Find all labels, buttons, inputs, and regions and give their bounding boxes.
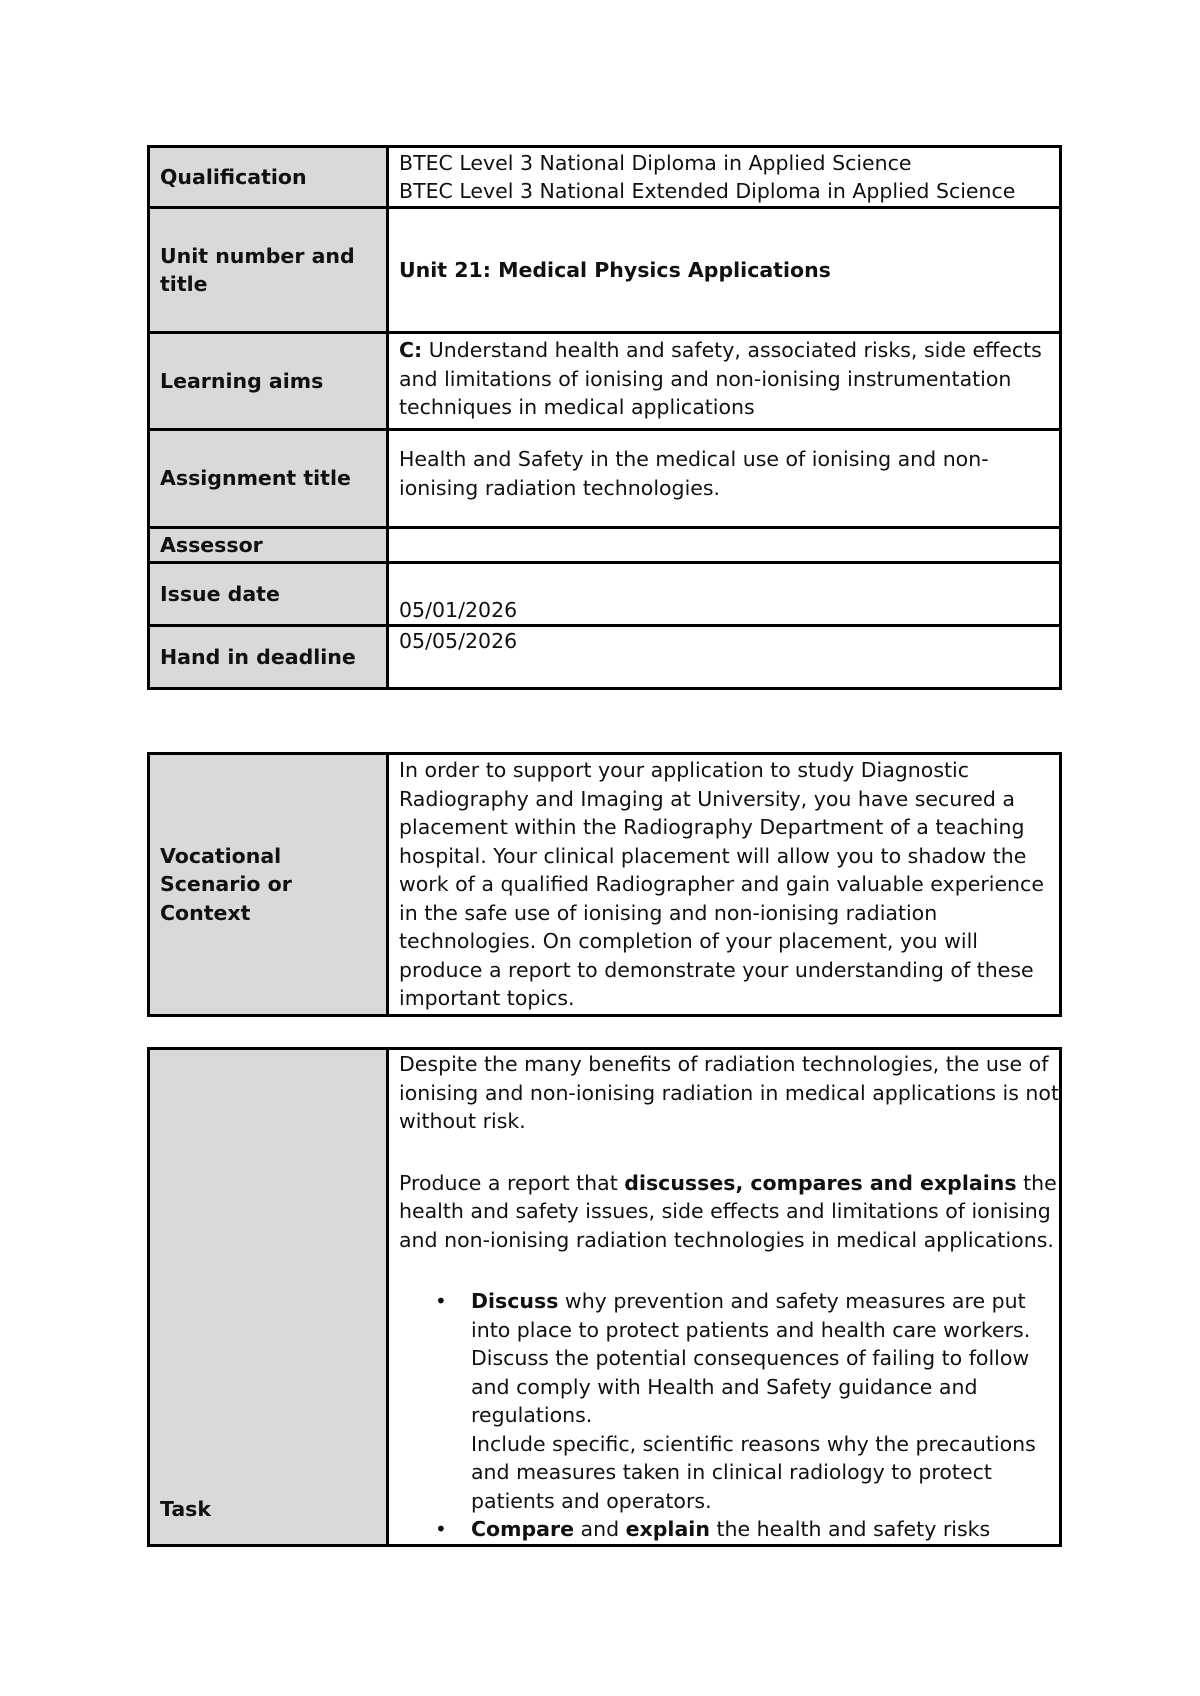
scenario-line: in the safe use of ionising and non-ionising radiation [399, 900, 938, 925]
bullet-line: and measures taken in clinical radiology to protect [471, 1460, 992, 1484]
assignment-title-value [388, 430, 1061, 528]
scenario-line: technologies. On completion of your placement, you will [399, 929, 978, 954]
task-produce: Produce a report that discusses, compares and explains the health and safety issues, side effects and limitations of ionising and non-ionising radiation technologies in medical applications. [399, 1169, 1049, 1255]
task-intro [399, 1050, 1059, 1136]
scenario-table [147, 752, 1062, 1017]
discuss-keyword: Discuss [471, 1289, 559, 1313]
bullet-line: regulations. [471, 1403, 593, 1427]
unit-title: Unit 21: Medical Physics Applications [388, 208, 1061, 333]
explain-keyword: explain [625, 1517, 710, 1541]
scenario-line: produce a report to demonstrate your understanding of these [399, 957, 1034, 982]
bullet-line: into place to protect patients and health care workers. [471, 1317, 1031, 1342]
scenario-text [388, 754, 1061, 1016]
learning-aims-line: Understand health and safety, associated risks, side effects [422, 338, 1042, 362]
bullet-line: and comply with Health and Safety guidance and [471, 1374, 978, 1399]
unit-label [149, 208, 388, 333]
task-bullet-discuss: • Discuss why prevention and safety measures are put into place to protect patients and health care workers. Discuss the potential consequences of failing to follow and comply with Health and Safety guidance and regulations. Include specific, scientific reasons why the precautions and measures taken in clinical radiology to protect patients and operators. [471, 1287, 1049, 1515]
unit-label-line: Unit number and [160, 243, 355, 268]
compare-keyword: Compare [471, 1517, 575, 1541]
task-content [388, 1049, 1061, 1546]
scenario-label-line: Scenario or [160, 872, 292, 897]
qualification-label: Qualification [149, 147, 388, 208]
issue-date-label: Issue date [149, 563, 388, 626]
task-bullet-list [399, 1287, 1049, 1544]
scenario-label-line: Context [160, 900, 251, 925]
task-table [147, 1047, 1062, 1547]
assessor-value [388, 528, 1061, 563]
task-produce-line: and non-ionising radiation technologies in medical applications. [399, 1227, 1054, 1252]
bullet-line: Discuss the potential consequences of failing to follow [471, 1346, 1030, 1370]
qualification-line: BTEC Level 3 National Extended Diploma in Applied Science [399, 179, 1016, 203]
unit-label-line: title [160, 272, 208, 296]
qualification-value [388, 147, 1061, 208]
learning-aims-value [388, 333, 1061, 430]
scenario-line: important topics. [399, 986, 575, 1011]
task-bullet-compare: • Compare and explain the health and safety risks [471, 1515, 1049, 1544]
scenario-label-line: Vocational [160, 843, 282, 868]
learning-aims-line: techniques in medical applications [399, 395, 755, 419]
bullet-line: patients and operators. [471, 1488, 712, 1513]
bullet-line: Include specific, scientific reasons why the precautions [471, 1431, 1036, 1456]
scenario-label [149, 754, 388, 1016]
task-produce-line: health and safety issues, side effects and limitations of ionising [399, 1199, 1051, 1223]
scenario-line: hospital. Your clinical placement will allow you to shadow the [399, 843, 1027, 868]
deadline-value: 05/05/2026 [388, 626, 1061, 689]
assignment-title-line: Health and Safety in the medical use of ionising and non- [399, 447, 989, 471]
qualification-line: BTEC Level 3 National Diploma in Applied Science [399, 150, 912, 175]
learning-aims-prefix: C: [399, 338, 423, 362]
learning-aims-line: and limitations of ionising and non-ionising instrumentation [399, 366, 1012, 391]
scenario-line: work of a qualified Radiographer and gain valuable experience [399, 872, 1044, 897]
issue-date-value: 05/01/2026 [388, 563, 1061, 626]
scenario-line: placement within the Radiography Department of a teaching [399, 815, 1025, 840]
task-label: Task [149, 1049, 388, 1546]
assignment-title-line: ionising radiation technologies. [399, 475, 721, 500]
assignment-title-label: Assignment title [149, 430, 388, 528]
task-intro-line: ionising and non-ionising radiation in medical applications is not [399, 1080, 1059, 1105]
task-intro-line: without risk. [399, 1109, 526, 1133]
learning-aims-label: Learning aims [149, 333, 388, 430]
task-produce-emphasis: discusses, compares and explains [624, 1170, 1017, 1195]
scenario-line: Radiography and Imaging at University, you have secured a [399, 786, 1015, 811]
assessor-label: Assessor [149, 528, 388, 563]
scenario-line: In order to support your application to study Diagnostic [399, 758, 970, 783]
task-intro-line: Despite the many benefits of radiation technologies, the use of [399, 1052, 1049, 1076]
assignment-header-table [147, 145, 1062, 690]
deadline-label: Hand in deadline [149, 626, 388, 689]
